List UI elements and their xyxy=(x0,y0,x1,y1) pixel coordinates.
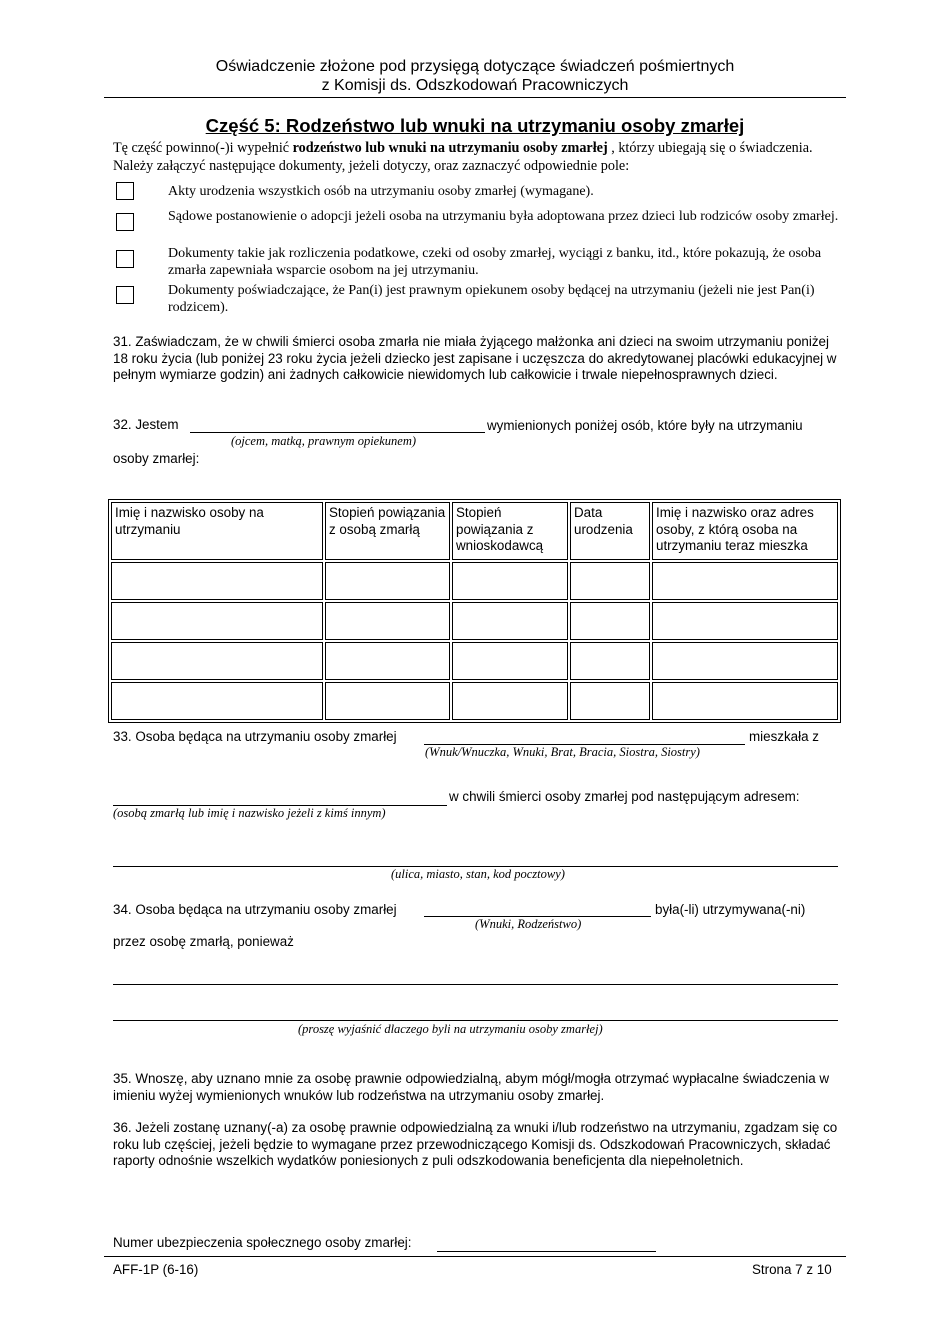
table-row xyxy=(111,562,838,600)
table-header-relation-deceased: Stopień powiązania z osobą zmarłą xyxy=(325,502,450,560)
checkbox-guardianship-documents[interactable] xyxy=(116,286,134,304)
table-row xyxy=(111,682,838,720)
table-cell[interactable] xyxy=(111,682,323,720)
q34-reason-field-1[interactable] xyxy=(113,984,838,985)
statement-35: 35. Wnoszę, aby uznano mnie za osobę prawnie odpowiedzialną, abym mógł/mogła otrzymać wypłacalne świadczenia w imieniu wyżej wymienionych wnuków lub rodzeństwa na utrzymaniu osoby zmarłej. xyxy=(113,1071,830,1103)
checkbox-label-guardianship-documents: Dokumenty poświadczające, że Pan(i) jest prawnym opiekunem osoby będącej na utrzymaniu (jeżeli nie jest Pan(i) rodzicem). xyxy=(168,283,815,315)
q34-reason-field-2[interactable] xyxy=(113,1020,838,1021)
checkbox-support-documents[interactable] xyxy=(116,250,134,268)
q32-relationship-field[interactable] xyxy=(190,432,485,433)
table-cell[interactable] xyxy=(111,642,323,680)
table-cell[interactable] xyxy=(325,562,450,600)
statement-31: 31. Zaświadczam, że w chwili śmierci osoba zmarła nie miała żyjącego małżonka ani dzieci na swoim utrzymaniu poniżej 18 roku życia (lub poniżej 23 roku życia jeżeli dziecko jest zapisane i uczęszcza do akredytowanej placówki edukacyjnej w pełnym wymiarze godzin) ani żadnych całkowicie niewidomych lub całkowicie i trwale niepełnosprawnych dzieci. xyxy=(113,334,837,383)
q34-hint-1: (Wnuki, Rodzeństwo) xyxy=(475,917,582,931)
footer-divider xyxy=(104,1256,846,1257)
table-row xyxy=(111,642,838,680)
statement-36: 36. Jeżeli zostanę uznany(-a) za osobę prawnie odpowiedzialną za wnuki i/lub rodzeństwo na utrzymaniu, zgadzam się co roku lub częściej, jeżeli będzie to wymagane przez przewodniczącego Komisji ds. Odszkodowań Pracowniczych, składać raporty odnośnie wszelkich wydatków poniesionych z puli odszkodowania beneficjenta dla niepełnoletnich. xyxy=(113,1120,838,1169)
table-cell[interactable] xyxy=(570,682,650,720)
q34-prefix: 34. Osoba będąca na utrzymaniu osoby zmarłej xyxy=(113,902,397,917)
table-header-birth-date: Data urodzenia xyxy=(570,502,650,560)
dependents-table xyxy=(108,499,841,723)
table-cell[interactable] xyxy=(652,642,838,680)
table-cell[interactable] xyxy=(325,602,450,640)
q33-prefix: 33. Osoba będąca na utrzymaniu osoby zmarłej xyxy=(113,729,397,744)
table-header-name: Imię i nazwisko osoby na utrzymaniu xyxy=(111,502,323,560)
q33-line-2-suffix: w chwili śmierci osoby zmarłej pod następującym adresem: xyxy=(449,789,800,804)
header-line-1: Oświadczenie złożone pod przysięgą dotyczące świadczeń pośmiertnych xyxy=(215,58,735,75)
q32-prefix: 32. Jestem xyxy=(113,417,179,432)
header-divider xyxy=(104,97,846,98)
page-number: Strona 7 z 10 xyxy=(752,1262,832,1277)
section-intro xyxy=(113,139,853,175)
q34-hint-2: (proszę wyjaśnić dlaczego byli na utrzymaniu osoby zmarłej) xyxy=(298,1022,603,1036)
ssn-label: Numer ubezpieczenia społecznego osoby zmarłej: xyxy=(113,1235,412,1250)
q32-suffix: wymienionych poniżej osób, które były na utrzymaniu xyxy=(487,418,803,433)
intro-text-start: Tę część powinno(-)i wypełnić xyxy=(113,140,293,156)
q34-line-2: przez osobę zmarłą, ponieważ xyxy=(113,934,294,949)
intro-text-bold: rodzeństwo lub wnuki na utrzymaniu osoby zmarłej xyxy=(292,140,608,156)
table-header-row xyxy=(111,502,838,560)
section-title: Część 5: Rodzeństwo lub wnuki na utrzymaniu osoby zmarłej xyxy=(205,115,745,136)
table-cell[interactable] xyxy=(452,602,568,640)
table-cell[interactable] xyxy=(570,602,650,640)
q32-hint: (ojcem, matką, prawnym opiekunem) xyxy=(231,434,417,448)
checkbox-birth-certificates[interactable] xyxy=(116,182,134,200)
table-cell[interactable] xyxy=(570,562,650,600)
q34-suffix: była(-li) utrzymywana(-ni) xyxy=(655,902,806,917)
intro-text-end: , którzy ubiegają się o świadczenia. Należy załączyć następujące dokumenty, jeżeli dotyczy, oraz zaznaczyć odpowiednie pole: xyxy=(113,140,813,174)
table-header-relation-applicant: Stopień powiązania z wnioskodawcą xyxy=(452,502,568,560)
q32-line-2: osoby zmarłej: xyxy=(113,451,200,466)
table-cell[interactable] xyxy=(325,642,450,680)
table-cell[interactable] xyxy=(111,602,323,640)
table-cell[interactable] xyxy=(652,602,838,640)
checkbox-label-birth-certificates: Akty urodzenia wszystkich osób na utrzymaniu osoby zmarłej (wymagane). xyxy=(168,184,594,199)
checkbox-label-support-documents: Dokumenty takie jak rozliczenia podatkowe, czeki od osoby zmarłej, wyciągi z banku, itd., które pokazują, że osoba zmarła zapewniała wsparcie osobom na jej utrzymaniu. xyxy=(168,246,822,278)
table-cell[interactable] xyxy=(570,642,650,680)
table-cell[interactable] xyxy=(652,682,838,720)
ssn-field[interactable] xyxy=(437,1251,656,1252)
table-cell[interactable] xyxy=(325,682,450,720)
table-cell[interactable] xyxy=(452,642,568,680)
header-line-2: z Komisji ds. Odszkodowań Pracowniczych xyxy=(321,77,629,94)
table-header-guardian: Imię i nazwisko oraz adres osoby, z którą osoba na utrzymaniu teraz mieszka xyxy=(652,502,838,560)
q33-hint-2: (osobą zmarłą lub imię i nazwisko jeżeli z kimś innym) xyxy=(113,806,386,820)
checkbox-adoption-order[interactable] xyxy=(116,213,134,231)
table-cell[interactable] xyxy=(111,562,323,600)
table-cell[interactable] xyxy=(452,562,568,600)
checkbox-label-adoption-order: Sądowe postanowienie o adopcji jeżeli osoba na utrzymaniu była adoptowana przez dzieci lub rodziców osoby zmarłej. xyxy=(168,209,839,224)
q33-hint-3: (ulica, miasto, stan, kod pocztowy) xyxy=(391,867,565,881)
q33-hint-1: (Wnuk/Wnuczka, Wnuki, Brat, Bracia, Siostra, Siostry) xyxy=(425,745,700,759)
table-row xyxy=(111,602,838,640)
table-cell[interactable] xyxy=(652,562,838,600)
q33-suffix: mieszkała z xyxy=(749,729,819,744)
form-code: AFF-1P (6-16) xyxy=(113,1262,199,1277)
table-cell[interactable] xyxy=(452,682,568,720)
